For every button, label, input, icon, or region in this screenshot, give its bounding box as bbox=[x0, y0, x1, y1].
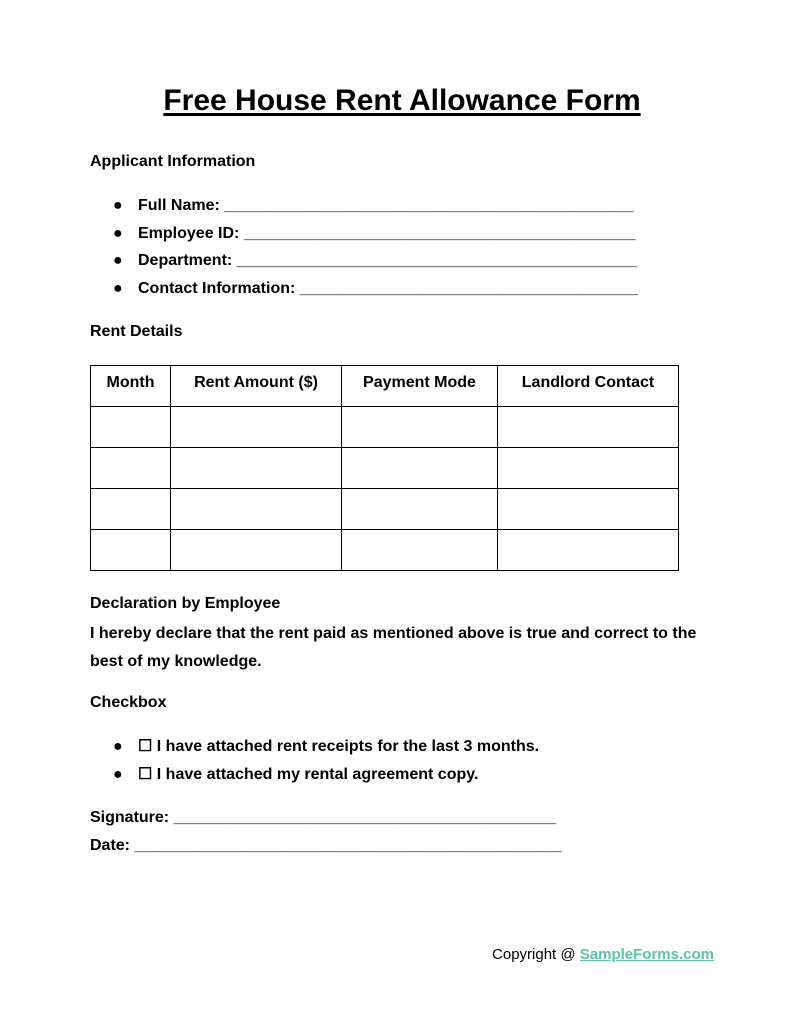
table-cell[interactable] bbox=[342, 407, 498, 448]
declaration-text: I hereby declare that the rent paid as mentioned above is true and correct to the best of my knowledge. bbox=[90, 625, 697, 670]
table-cell[interactable] bbox=[342, 489, 498, 530]
signature-field bbox=[90, 808, 556, 828]
copyright-footer bbox=[492, 945, 714, 965]
rent-details-heading: Rent Details bbox=[90, 323, 183, 340]
full-name-field bbox=[90, 196, 638, 224]
full-name-input-line[interactable]: ______________________________________________ bbox=[219, 197, 634, 214]
date-field bbox=[90, 836, 562, 856]
employee-id-label: Employee ID: bbox=[138, 224, 240, 242]
table-cell[interactable] bbox=[91, 489, 171, 530]
table-cell[interactable] bbox=[498, 489, 679, 530]
bullet-icon: ● bbox=[113, 252, 123, 269]
department-input-line[interactable]: _____________________________________________ bbox=[232, 252, 638, 269]
agreement-checkbox-label: I have attached my rental agreement copy. bbox=[152, 765, 479, 783]
table-cell[interactable] bbox=[171, 530, 342, 571]
table-header-row bbox=[91, 366, 679, 407]
column-header-landlord-contact: Landlord Contact bbox=[498, 366, 679, 407]
table-cell[interactable] bbox=[498, 407, 679, 448]
column-header-month: Month bbox=[91, 366, 171, 407]
table-row bbox=[91, 489, 679, 530]
rent-details-table bbox=[90, 365, 679, 571]
contact-info-label: Contact Information: bbox=[138, 279, 296, 297]
bullet-icon: ● bbox=[113, 197, 123, 214]
checkbox-icon[interactable]: ☐ bbox=[138, 765, 153, 783]
applicant-field-list bbox=[90, 196, 638, 306]
table-cell[interactable] bbox=[498, 448, 679, 489]
contact-info-input-line[interactable]: ______________________________________ bbox=[295, 279, 638, 297]
declaration-heading: Declaration by Employee bbox=[90, 595, 281, 612]
full-name-label: Full Name: bbox=[138, 197, 220, 214]
date-input-line[interactable]: ________________________________________________ bbox=[130, 837, 562, 854]
table-row bbox=[91, 530, 679, 571]
column-header-rent-amount: Rent Amount ($) bbox=[171, 366, 342, 407]
table-cell[interactable] bbox=[91, 407, 171, 448]
table-row bbox=[91, 407, 679, 448]
table-cell[interactable] bbox=[342, 530, 498, 571]
signature-input-line[interactable]: ___________________________________________ bbox=[169, 809, 557, 826]
employee-id-input-line[interactable]: ____________________________________________ bbox=[239, 224, 636, 242]
applicant-info-heading: Applicant Information bbox=[90, 153, 256, 170]
department-label: Department: bbox=[138, 252, 233, 269]
department-field bbox=[90, 251, 638, 279]
table-cell[interactable] bbox=[171, 407, 342, 448]
table-cell[interactable] bbox=[171, 448, 342, 489]
table-cell[interactable] bbox=[342, 448, 498, 489]
bullet-icon: ● bbox=[113, 279, 123, 297]
sampleforms-link[interactable]: SampleForms.com bbox=[579, 946, 714, 963]
receipts-checkbox-label: I have attached rent receipts for the last 3 months. bbox=[152, 738, 540, 755]
bullet-icon: ● bbox=[113, 224, 123, 242]
date-label: Date: bbox=[90, 837, 131, 854]
table-cell[interactable] bbox=[91, 530, 171, 571]
bullet-icon: ● bbox=[113, 738, 123, 755]
table-cell[interactable] bbox=[498, 530, 679, 571]
copyright-prefix: Copyright @ bbox=[492, 946, 580, 963]
checkbox-icon[interactable]: ☐ bbox=[138, 738, 153, 755]
form-title: Free House Rent Allowance Form bbox=[163, 84, 641, 117]
column-header-payment-mode: Payment Mode bbox=[342, 366, 498, 407]
signature-label: Signature: bbox=[90, 809, 170, 826]
bullet-icon: ● bbox=[113, 765, 123, 783]
table-cell[interactable] bbox=[171, 489, 342, 530]
receipts-checkbox-item[interactable] bbox=[90, 737, 539, 765]
checkbox-heading: Checkbox bbox=[90, 694, 167, 711]
agreement-checkbox-item[interactable] bbox=[90, 765, 539, 793]
employee-id-field bbox=[90, 224, 638, 252]
table-cell[interactable] bbox=[91, 448, 171, 489]
table-row bbox=[91, 448, 679, 489]
contact-info-field bbox=[90, 279, 638, 307]
checkbox-list bbox=[90, 737, 539, 792]
